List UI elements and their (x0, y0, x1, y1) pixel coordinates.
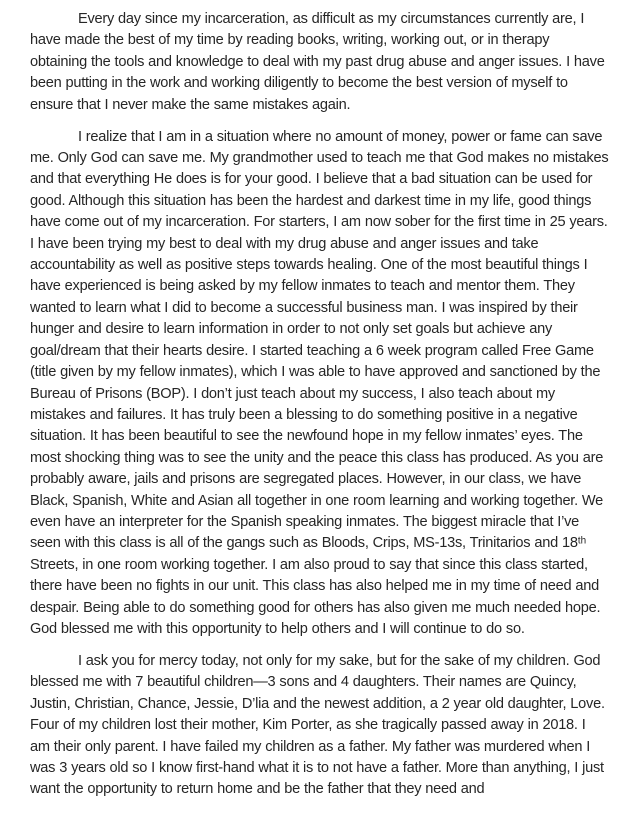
letter-paragraph-2: I realize that I am in a situation where no amount of money, power or fame can save me. Only God can save me. My grandmother used to teach me that God makes no mistakes and that everything He does is for your good. I believe that a bad situation can be used for good. Although this situation has been the hardest and darkest time in my life, good things have come out of my incarceration. For starters, I am now sober for the first time in 25 years. I have been trying my best to deal with my drug abuse and anger issues and take accountability as well as positive steps towards healing. One of the most beautiful things I have experienced is being asked by my fellow inmates to teach and mentor them. They wanted to learn what I did to become a successful business man. I was inspired by their hunger and desire to learn information in order to not only set goals but achieve any goal/dream that their hearts desire. I started teaching a 6 week program called Free Game (title given by my fellow inmates), which I was able to have approved and sanctioned by the Bureau of Prisons (BOP). I don’t just teach about my success, I also teach about my mistakes and failures. It has truly been a blessing to do something positive in a negative situation. It has been beautiful to see the newfound hope in my fellow inmates’ eyes. The most shocking thing was to see the unity and the peace this class has produced. As you are probably aware, jails and prisons are segregated places. However, in our class, we have Black, Spanish, White and Asian all together in one room learning and working together. We even have an interpreter for the Spanish speaking inmates. The biggest miracle that I’ve seen with this class is all of the gangs such as Bloods, Crips, MS-13s, Trinitarios and 18ᵗʰ Streets, in one room working together. I am also proud to say that since this class started, there have been no fights in our unit. This class has also helped me in my time of need and despair. Being able to do something good for others has also given me much needed hope. God blessed me with this opportunity to help others and I will continue to do so. (30, 128, 609, 637)
letter-paragraph-1: Every day since my incarceration, as difficult as my circumstances currently are, I have made the best of my time by reading books, writing, working out, or in therapy obtaining the tools and knowledge to deal with my past drug abuse and anger issues. I have been putting in the work and working diligently to become the best version of myself to ensure that I never make the same mistakes again. (30, 11, 605, 113)
letter-paragraph-3: I ask you for mercy today, not only for my sake, but for the sake of my children. God blessed me with 7 beautiful children—3 sons and 4 daughters. Their names are Quincy, Justin, Christian, Chance, Jessie, D’lia and the newest addition, a 2 year old daughter, Love. Four of my children lost their mother, Kim Porter, as she tragically passed away in 2018. I am their only parent. I have failed my children as a father. My father was murdered when I was 3 years old so I know first-hand what it is to not have a father. More than anything, I just want the opportunity to return home and be the father that they need and (30, 652, 605, 798)
